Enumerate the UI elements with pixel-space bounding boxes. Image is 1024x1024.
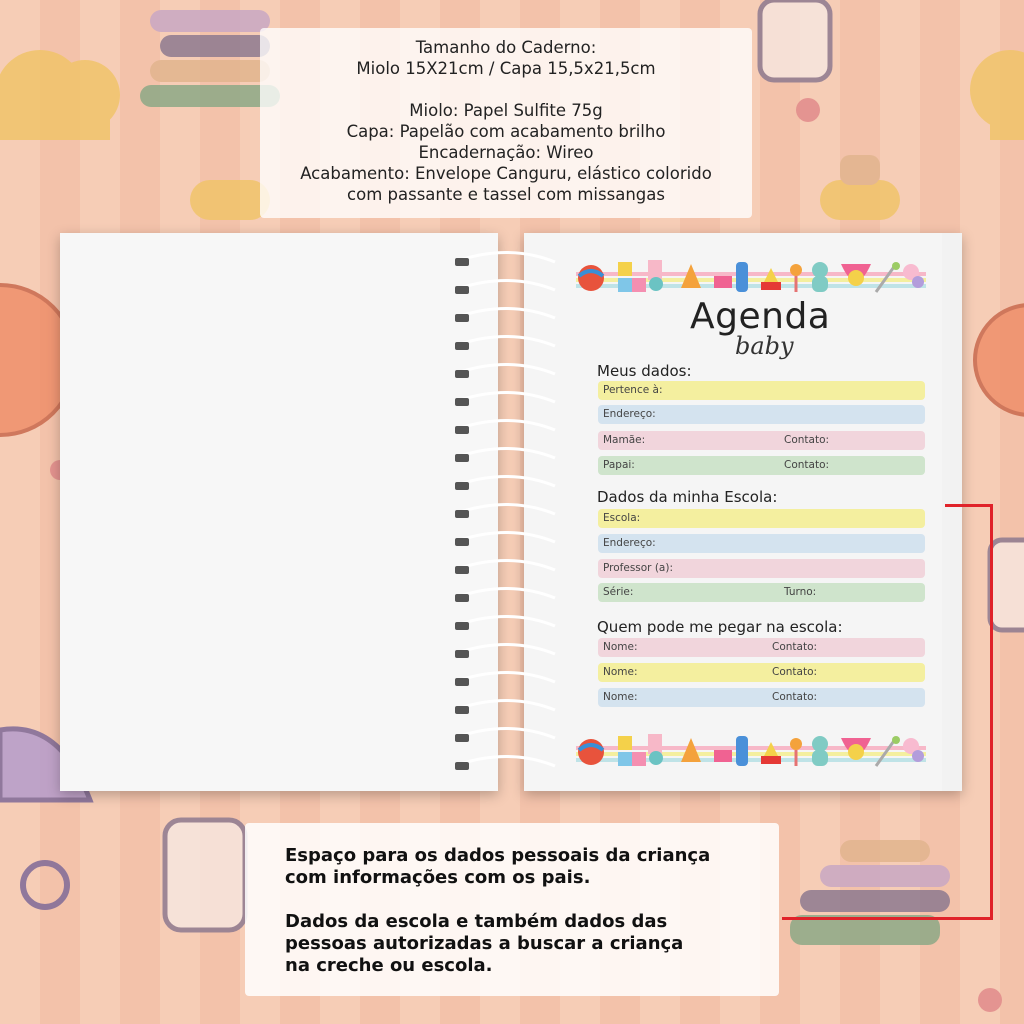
field-label: Mamãe: — [603, 434, 646, 446]
pacifier-icon — [190, 180, 270, 220]
callout-line: pessoas autorizadas a buscar a criança — [285, 933, 684, 954]
cloud-icon — [0, 50, 120, 140]
field-label: Nome: — [603, 666, 638, 678]
ring-stacker-icon — [790, 840, 950, 945]
section-title-my-data: Meus dados: — [597, 362, 692, 380]
specs-line: Capa: Papelão com acabamento brilho — [346, 122, 666, 141]
specs-line: Miolo 15X21cm / Capa 15,5x21,5cm — [356, 59, 656, 78]
field-teacher[interactable] — [598, 559, 925, 578]
field-contact-label: Contato: — [772, 666, 818, 678]
field-label: Endereço: — [603, 537, 656, 549]
specs-line: Miolo: Papel Sulfite 75g — [409, 101, 603, 120]
field-label: Nome: — [603, 641, 638, 653]
field-father[interactable] — [598, 456, 925, 475]
cloud-icon — [970, 50, 1024, 140]
section-title-school: Dados da minha Escola: — [597, 488, 778, 506]
field-contact-label: Contato: — [784, 459, 830, 471]
specs-line: Acabamento: Envelope Canguru, elástico colorido — [300, 164, 712, 183]
product-specs-box — [260, 28, 752, 218]
description-callout — [245, 823, 779, 996]
callout-line: Espaço para os dados pessoais da criança — [285, 845, 711, 866]
field-address[interactable] — [598, 405, 925, 424]
notebook-left-page — [60, 233, 498, 791]
specs-line: com passante e tassel com missangas — [347, 185, 665, 204]
field-mother[interactable] — [598, 431, 925, 450]
callout-connector-vertical — [990, 504, 993, 920]
field-school[interactable] — [598, 509, 925, 528]
callout-line: Dados da escola e também dados das — [285, 911, 668, 932]
agenda-subtitle: baby — [735, 332, 794, 360]
field-school-address[interactable] — [598, 534, 925, 553]
field-label: Professor (a): — [603, 562, 673, 574]
spiral-binding — [455, 250, 565, 780]
field-label: Papai: — [603, 459, 635, 471]
field-label: Endereço: — [603, 408, 656, 420]
field-contact-label: Contato: — [784, 434, 830, 446]
toy-border-top — [576, 258, 926, 298]
callout-line: com informações com os pais. — [285, 867, 591, 888]
callout-connector-bottom — [782, 917, 993, 920]
field-label: Nome: — [603, 691, 638, 703]
ring-stacker-icon — [140, 10, 280, 107]
toy-border-bottom — [576, 732, 926, 772]
bottle-icon — [760, 0, 830, 80]
bottle-icon — [990, 540, 1024, 630]
pacifier-icon — [820, 155, 900, 220]
field-contact-label: Contato: — [772, 641, 818, 653]
field-pickup-name-3[interactable] — [598, 688, 925, 707]
field-pickup-name-1[interactable] — [598, 638, 925, 657]
field-label: Escola: — [603, 512, 641, 524]
agenda-title: Agenda — [690, 296, 831, 337]
ball-icon — [975, 305, 1024, 415]
field-pickup-name-2[interactable] — [598, 663, 925, 682]
field-label: Pertence à: — [603, 384, 663, 396]
field-shift-label: Turno: — [784, 586, 817, 598]
dot-icon — [796, 98, 820, 122]
callout-connector-top — [945, 504, 993, 507]
specs-line: Tamanho do Caderno: — [415, 38, 597, 57]
bottle-icon — [165, 820, 245, 930]
specs-line: Encadernação: Wireo — [418, 143, 594, 162]
dot-icon — [978, 988, 1002, 1012]
field-contact-label: Contato: — [772, 691, 818, 703]
field-label: Série: — [603, 586, 634, 598]
field-grade[interactable] — [598, 583, 925, 602]
field-owner[interactable] — [598, 381, 925, 400]
callout-line: na creche ou escola. — [285, 955, 493, 976]
section-title-pickup: Quem pode me pegar na escola: — [597, 618, 843, 636]
